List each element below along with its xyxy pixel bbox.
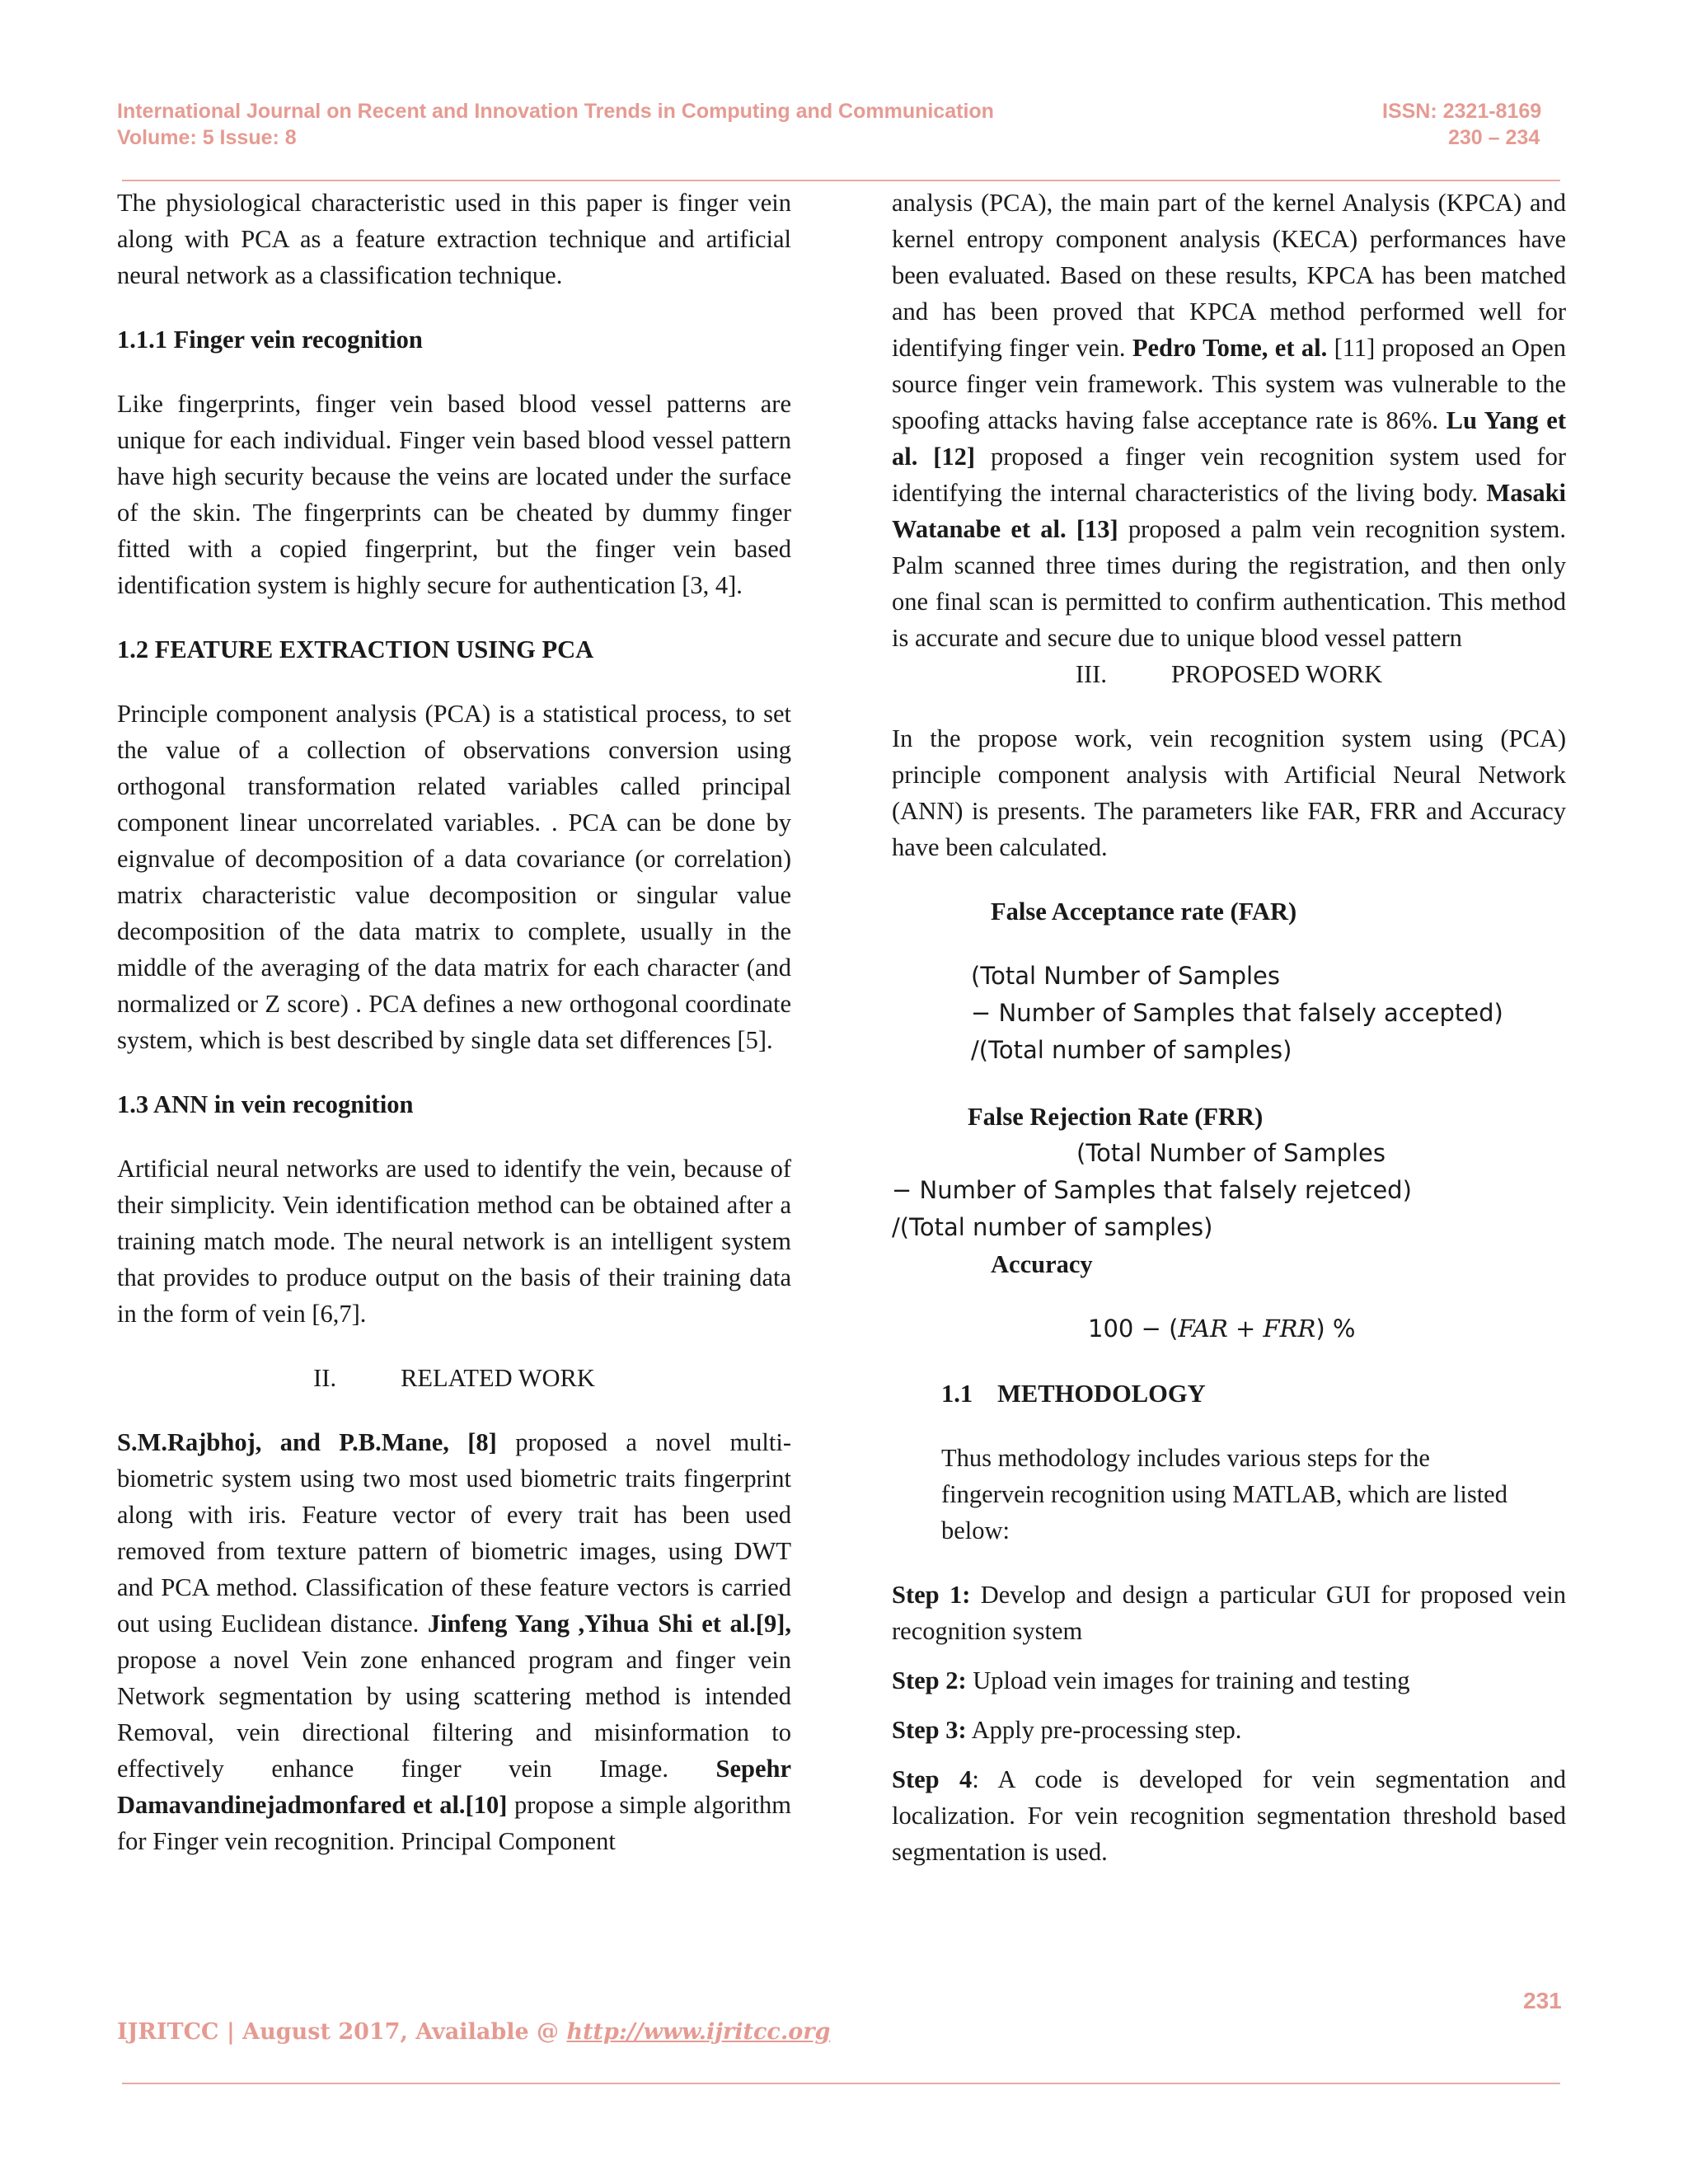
- section-number: III.: [1075, 660, 1107, 688]
- step-4: [892, 1761, 1566, 1870]
- volume-issue: Volume: 5 Issue: 8: [117, 126, 297, 149]
- formula-part: ) %: [1315, 1315, 1356, 1343]
- section-title: RELATED WORK: [401, 1364, 595, 1392]
- formula-part: FAR + FRR: [1178, 1315, 1316, 1343]
- section-title: PROPOSED WORK: [1170, 660, 1383, 688]
- page-range: 230 – 234: [1448, 126, 1540, 149]
- far-formula: [892, 958, 1566, 1069]
- author-citation: S.M.Rajbhoj, and P.B.Mane, [8]: [117, 1428, 497, 1456]
- related-work-text: [11] proposed an Open source finger vein framework. This system was vulnerable to the spoofing attacks having false acceptance rate is 86%.: [892, 334, 1566, 434]
- heading-methodology: [892, 1376, 1566, 1412]
- heading-feature-extraction: 1.2 FEATURE EXTRACTION USING PCA: [117, 635, 594, 663]
- step-3: [892, 1712, 1566, 1748]
- formula-line: − Number of Samples that falsely accepted): [971, 999, 1503, 1027]
- section-proposed-work-title: [892, 656, 1566, 692]
- related-work-paragraph: [117, 1424, 791, 1859]
- formula-line: − Number of Samples that falsely rejetced): [892, 1176, 1412, 1204]
- finger-vein-paragraph: Like fingerprints, finger vein based blood vessel patterns are unique for each individual. Finger vein based blood vessel pattern have high security because the veins are located under the surface of the skin. The fingerprints can be cheated by dummy finger fitted with a copied fingerprint, but the finger vein based identification system is highly secure for authentication [3, 4].: [117, 390, 791, 599]
- journal-website-link[interactable]: http://www.ijritcc.org: [566, 2019, 831, 2045]
- step-1: [892, 1577, 1566, 1649]
- header-rule: [122, 180, 1560, 181]
- left-column: [117, 185, 791, 1859]
- related-work-text: proposed a finger vein recognition system used for identifying the internal characteristics of the living body.: [892, 443, 1566, 507]
- step-label: Step 3:: [892, 1716, 967, 1744]
- author-citation: Sepehr Damavandinejadmonfared et al.[10]: [117, 1755, 791, 1819]
- proposed-work-paragraph: In the propose work, vein recognition system using (PCA) principle component analysis with Artificial Neural Network (ANN) is presents. The parameters like FAR, FRR and Accuracy have been calculated.: [892, 724, 1566, 861]
- formula-line: (Total Number of Samples: [971, 962, 1280, 990]
- related-work-text: proposed a novel multi-biometric system using two most used biometric traits fingerprint along with iris. Feature vector of every trait has been used removed from texture pattern of biometric images, using DWT and PCA method. Classification of these feature vectors is carried out using Euclidean distance.: [117, 1428, 791, 1638]
- author-citation: Lu Yang et al. [12]: [892, 406, 1566, 471]
- footer-rule: [122, 2083, 1560, 2084]
- accuracy-heading: Accuracy: [991, 1250, 1093, 1278]
- pca-paragraph: Principle component analysis (PCA) is a statistical process, to set the value of a collection of observations conversion using orthogonal transformation related variables called principal component linear uncorrelated variables. . PCA can be done by eignvalue of decomposition of a data covariance (or correlation) matrix characteristic value decomposition or singular value decomposition of the data matrix to complete, usually in the middle of the averaging of the data matrix for each character (and normalized or Z score) . PCA defines a new orthogonal coordinate system, which is best described by single data set differences [5].: [117, 700, 791, 1054]
- step-text: Upload vein images for training and testing: [966, 1666, 1410, 1694]
- step-2: [892, 1662, 1566, 1699]
- step-text: Develop and design a particular GUI for proposed vein recognition system: [892, 1581, 1566, 1645]
- right-column: [892, 185, 1566, 1870]
- author-citation: Pedro Tome, et al.: [1132, 334, 1328, 362]
- section-title: METHODOLOGY: [997, 1380, 1206, 1408]
- accuracy-formula: [892, 1310, 1566, 1347]
- page-number: 231: [1523, 1988, 1562, 2013]
- author-citation: Masaki Watanabe et al. [13]: [892, 479, 1566, 543]
- formula-line: /(Total number of samples): [971, 1036, 1292, 1064]
- heading-ann: 1.3 ANN in vein recognition: [117, 1090, 414, 1118]
- footer-text: [117, 2019, 830, 2045]
- related-work-text: proposed a palm vein recognition system. Palm scanned three times during the registration, and then only one final scan is permitted to confirm authentication. This method is accurate and secure due to unique blood vessel pattern: [892, 515, 1567, 652]
- step-text: Apply pre-processing step.: [966, 1716, 1242, 1744]
- step-text: : A code is developed for vein segmentation and localization. For vein recognition segmentation threshold based segmentation is used.: [892, 1765, 1566, 1866]
- step-label: Step 4: [892, 1765, 973, 1793]
- issn: ISSN: 2321-8169: [1382, 100, 1542, 123]
- journal-title: International Journal on Recent and Innovation Trends in Computing and Communication: [117, 100, 994, 123]
- step-label: Step 1:: [892, 1581, 971, 1609]
- frr-heading: False Rejection Rate (FRR): [968, 1103, 1264, 1131]
- far-heading: False Acceptance rate (FAR): [991, 898, 1297, 926]
- footer-label: IJRITCC | August 2017, Available @: [117, 2019, 567, 2045]
- related-work-text: analysis (PCA), the main part of the kernel Analysis (KPCA) and kernel entropy component analysis (KECA) performances have been evaluated. Based on these results, KPCA has been matched and has been proved that KPCA method performed well for identifying finger vein.: [892, 189, 1566, 362]
- related-work-text: propose a simple algorithm for Finger vein recognition. Principal Component: [117, 1791, 791, 1855]
- methodology-paragraph: Thus methodology includes various steps for the fingervein recognition using MATLAB, which are listed below:: [941, 1444, 1507, 1544]
- heading-finger-vein-recognition: 1.1.1 Finger vein recognition: [117, 326, 423, 354]
- step-label: Step 2:: [892, 1666, 967, 1694]
- section-number: 1.1: [941, 1380, 973, 1408]
- related-work-text: propose a novel Vein zone enhanced program and finger vein Network segmentation by using scattering method is intended Removal, vein directional filtering and misinformation to effectively enhance finger vein Image.: [117, 1646, 791, 1783]
- section-number: II.: [313, 1364, 337, 1392]
- author-citation: Jinfeng Yang ,Yihua Shi et al.[9],: [427, 1610, 791, 1638]
- formula-line: (Total Number of Samples: [1076, 1139, 1386, 1167]
- frr-formula: [892, 1135, 1566, 1246]
- related-work-continued: [892, 185, 1566, 656]
- intro-paragraph: The physiological characteristic used in this paper is finger vein along with PCA as a feature extraction technique and artificial neural network as a classification technique.: [117, 189, 791, 289]
- formula-part: 100 − (: [1088, 1315, 1179, 1343]
- ann-paragraph: Artificial neural networks are used to identify the vein, because of their simplicity. Vein identification method can be obtained after a training match mode. The neural network is an intelligent system that provides to produce output on the basis of their training data in the form of vein [6,7].: [117, 1155, 791, 1328]
- section-related-work-title: [117, 1360, 791, 1396]
- formula-line: /(Total number of samples): [892, 1213, 1213, 1241]
